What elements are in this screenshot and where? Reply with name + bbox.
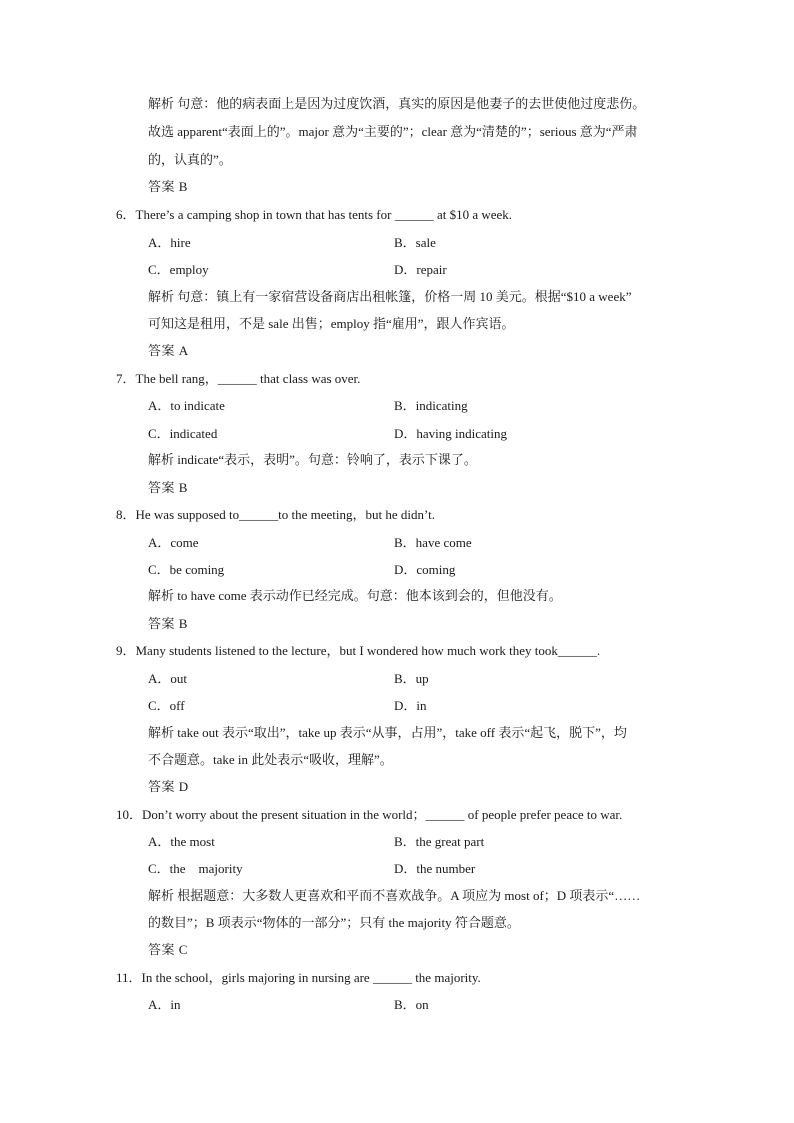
question-10: 10．Don’t worry about the present situation in the world；______ of people prefer peace to war. [116,807,623,822]
explanation-line: 可知这是租用，不是 sale 出售；employ 指“雇用”，跟人作宾语。 [148,316,515,331]
option-a: A．to indicate [148,398,225,413]
option-b: B．on [394,997,429,1012]
answer-line: 答案 B [148,616,188,631]
option-b: B．have come [394,535,472,550]
explanation-line: 的数目”；B 项表示“物体的一部分”；只有 the majority 符合题意。 [148,915,520,930]
explanation-line: 解析 句意：镇上有一家宿营设备商店出租帐篷，价格一周 10 美元。根据“$10 a week” [148,289,632,304]
option-d: D．in [394,698,427,713]
option-c: C．employ [148,262,209,277]
question-6: 6．There’s a camping shop in town that has tents for ______ at $10 a week. [116,207,513,222]
question-9: 9．Many students listened to the lecture，but I wondered how much work they took______. [116,643,601,658]
option-a: A．out [148,671,188,686]
option-a: A．the most [148,834,215,849]
option-d: D．repair [394,262,447,277]
explanation-line: 的，认真的”。 [148,152,232,167]
answer-line: 答案 A [148,343,189,358]
explanation-line: 解析 indicate“表示，表明”。句意：铃响了，表示下课了。 [148,452,477,467]
answer-line: 答案 D [148,779,189,794]
answer-line: 答案 B [148,480,188,495]
option-a: A．come [148,535,199,550]
option-d: D．coming [394,562,456,577]
explanation-line: 不合题意。take in 此处表示“吸收，理解”。 [148,752,393,767]
explanation-line: 解析 根据题意：大多数人更喜欢和平而不喜欢战争。A 项应为 most of；D 项表示“…… [148,888,641,903]
question-7: 7．The bell rang，______ that class was over. [116,371,361,386]
option-b: B．sale [394,235,436,250]
option-b: B．the great part [394,834,485,849]
option-c: C．off [148,698,185,713]
explanation-line: 解析 句意：他的病表面上是因为过度饮酒，真实的原因是他妻子的去世使他过度悲伤。 [148,96,646,111]
explanation-line: 故选 apparent“表面上的”。major 意为“主要的”；clear 意为“清楚的”；serious 意为“严肃 [148,124,638,139]
option-b: B．up [394,671,429,686]
option-d: D．having indicating [394,426,508,441]
option-c: C．indicated [148,426,218,441]
option-b: B．indicating [394,398,468,413]
option-a: A．in [148,997,181,1012]
option-a: A．hire [148,235,191,250]
question-11: 11．In the school，girls majoring in nursing are ______ the majority. [116,970,481,985]
explanation-line: 解析 take out 表示“取出”，take up 表示“从事，占用”，take off 表示“起飞，脱下”，均 [148,725,627,740]
answer-line: 答案 B [148,179,188,194]
answer-line: 答案 C [148,942,188,957]
option-d: D．the number [394,861,476,876]
option-c: C．the majority [148,861,243,876]
explanation-line: 解析 to have come 表示动作已经完成。句意：他本该到会的，但他没有。 [148,588,562,603]
option-c: C．be coming [148,562,225,577]
question-8: 8．He was supposed to______to the meeting，but he didn’t. [116,507,435,522]
